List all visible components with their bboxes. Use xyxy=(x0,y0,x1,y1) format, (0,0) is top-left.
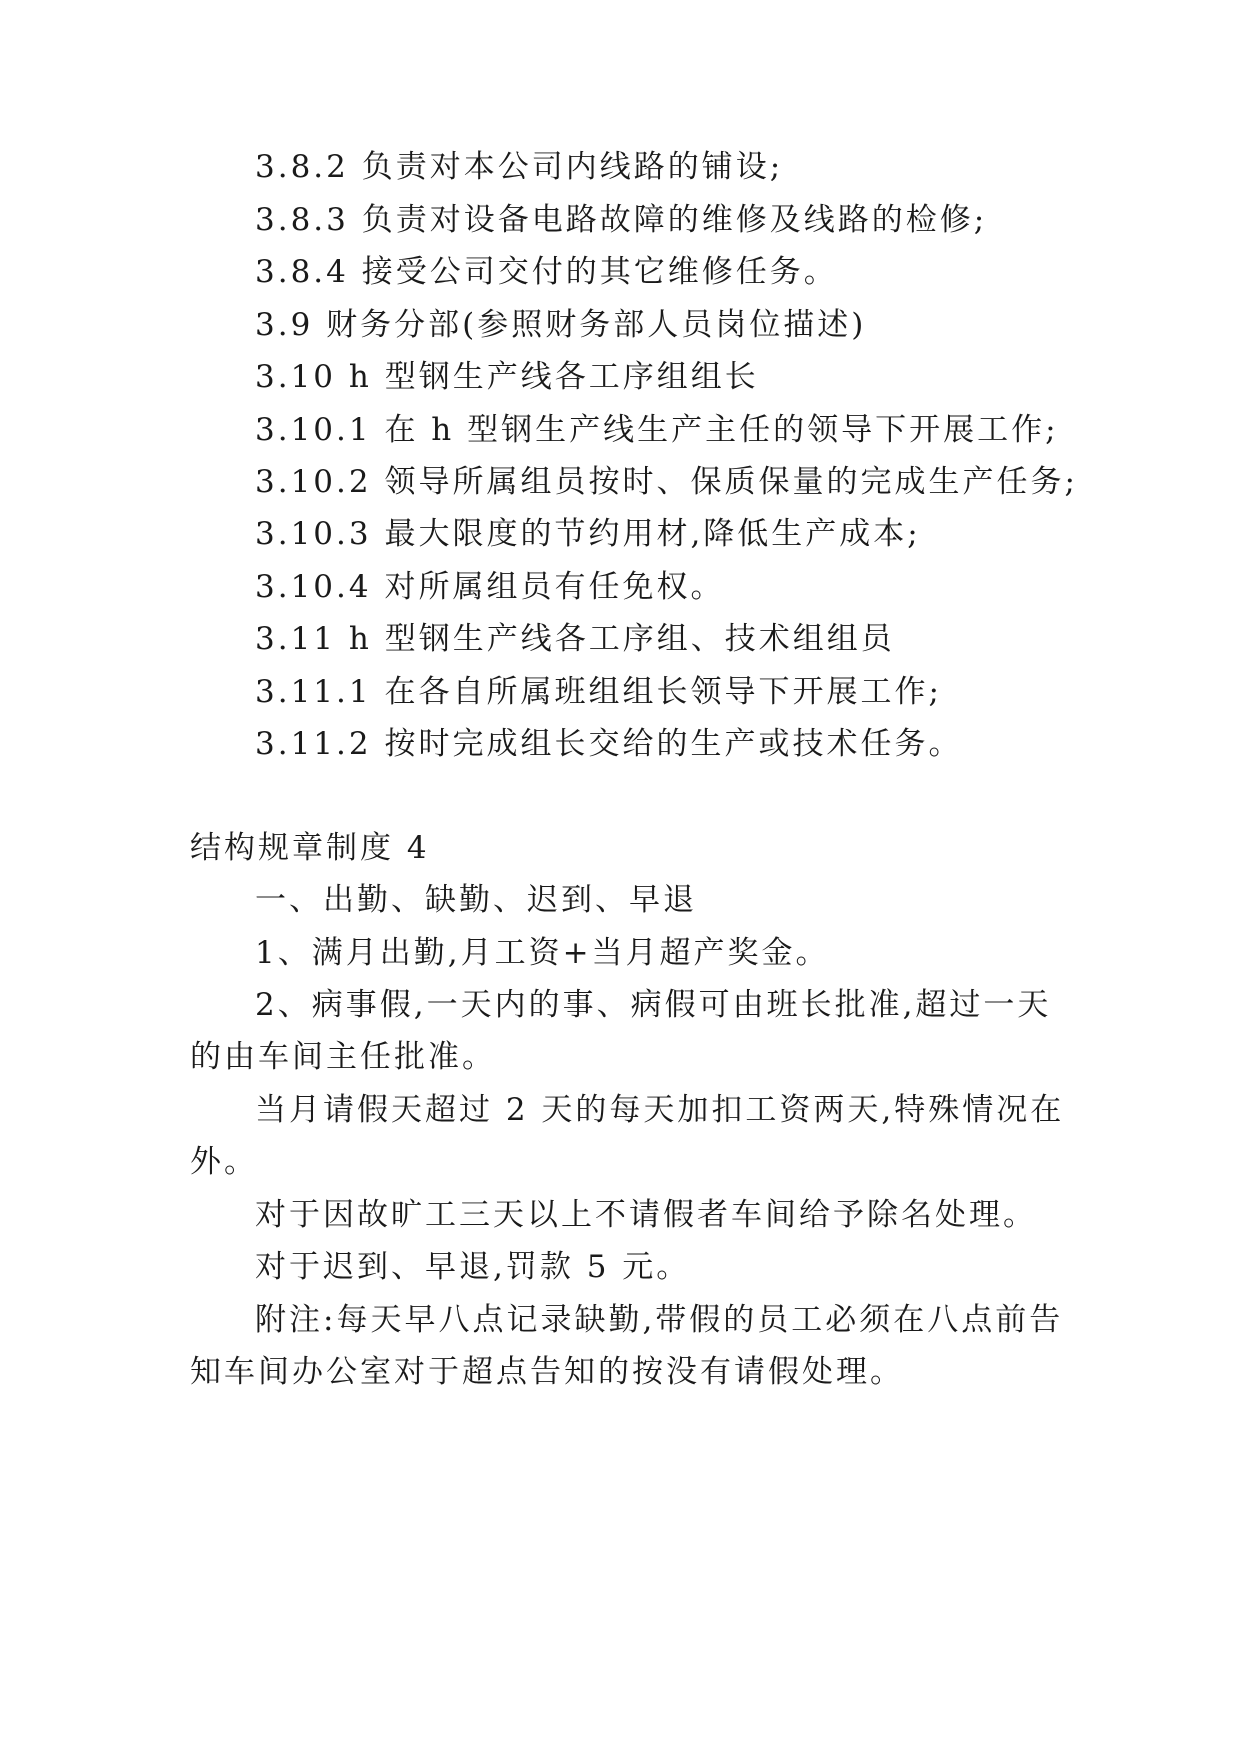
item-3-10-4: 3.10.4 对所属组员有任免权。 xyxy=(255,569,725,605)
rules-paragraph-4: 对于因故旷工三天以上不请假者车间给予除名处理。 xyxy=(255,1197,1037,1233)
item-3-10-3: 3.10.3 最大限度的节约用材,降低生产成本; xyxy=(255,516,921,552)
item-3-8-4: 3.8.4 接受公司交付的其它维修任务。 xyxy=(255,254,838,290)
heading-3-9: 3.9 财务分部(参照财务部人员岗位描述) xyxy=(255,307,867,343)
rules-paragraph-2-line-1: 2、病事假,一天内的事、病假可由班长批准,超过一天 xyxy=(255,987,1052,1023)
rules-paragraph-6-line-2: 知车间办公室对于超点告知的按没有请假处理。 xyxy=(190,1354,904,1390)
rules-paragraph-3-line-1: 当月请假天超过 2 天的每天加扣工资两天,特殊情况在 xyxy=(255,1092,1065,1128)
rules-title: 结构规章制度 4 xyxy=(190,830,430,866)
item-3-8-3: 3.8.3 负责对设备电路故障的维修及线路的检修; xyxy=(255,202,988,238)
rules-paragraph-2-line-2: 的由车间主任批准。 xyxy=(190,1039,496,1075)
heading-3-10: 3.10 h 型钢生产线各工序组组长 xyxy=(255,359,759,395)
heading-3-11: 3.11 h 型钢生产线各工序组、技术组组员 xyxy=(255,621,895,657)
rules-paragraph-5: 对于迟到、早退,罚款 5 元。 xyxy=(255,1249,691,1285)
item-3-10-1: 3.10.1 在 h 型钢生产线生产主任的领导下开展工作; xyxy=(255,412,1059,448)
item-3-11-2: 3.11.2 按时完成组长交给的生产或技术任务。 xyxy=(255,726,963,762)
rules-paragraph-1: 1、满月出勤,月工资+当月超产奖金。 xyxy=(255,935,830,971)
rules-paragraph-3-line-2: 外。 xyxy=(190,1144,258,1180)
item-3-8-2: 3.8.2 负责对本公司内线路的铺设; xyxy=(255,149,784,185)
item-3-11-1: 3.11.1 在各自所属班组组长领导下开展工作; xyxy=(255,674,942,710)
item-3-10-2: 3.10.2 领导所属组员按时、保质保量的完成生产任务; xyxy=(255,464,1078,500)
rules-heading-attendance: 一、出勤、缺勤、迟到、早退 xyxy=(255,882,697,918)
rules-paragraph-6-line-1: 附注:每天早八点记录缺勤,带假的员工必须在八点前告 xyxy=(255,1302,1064,1338)
